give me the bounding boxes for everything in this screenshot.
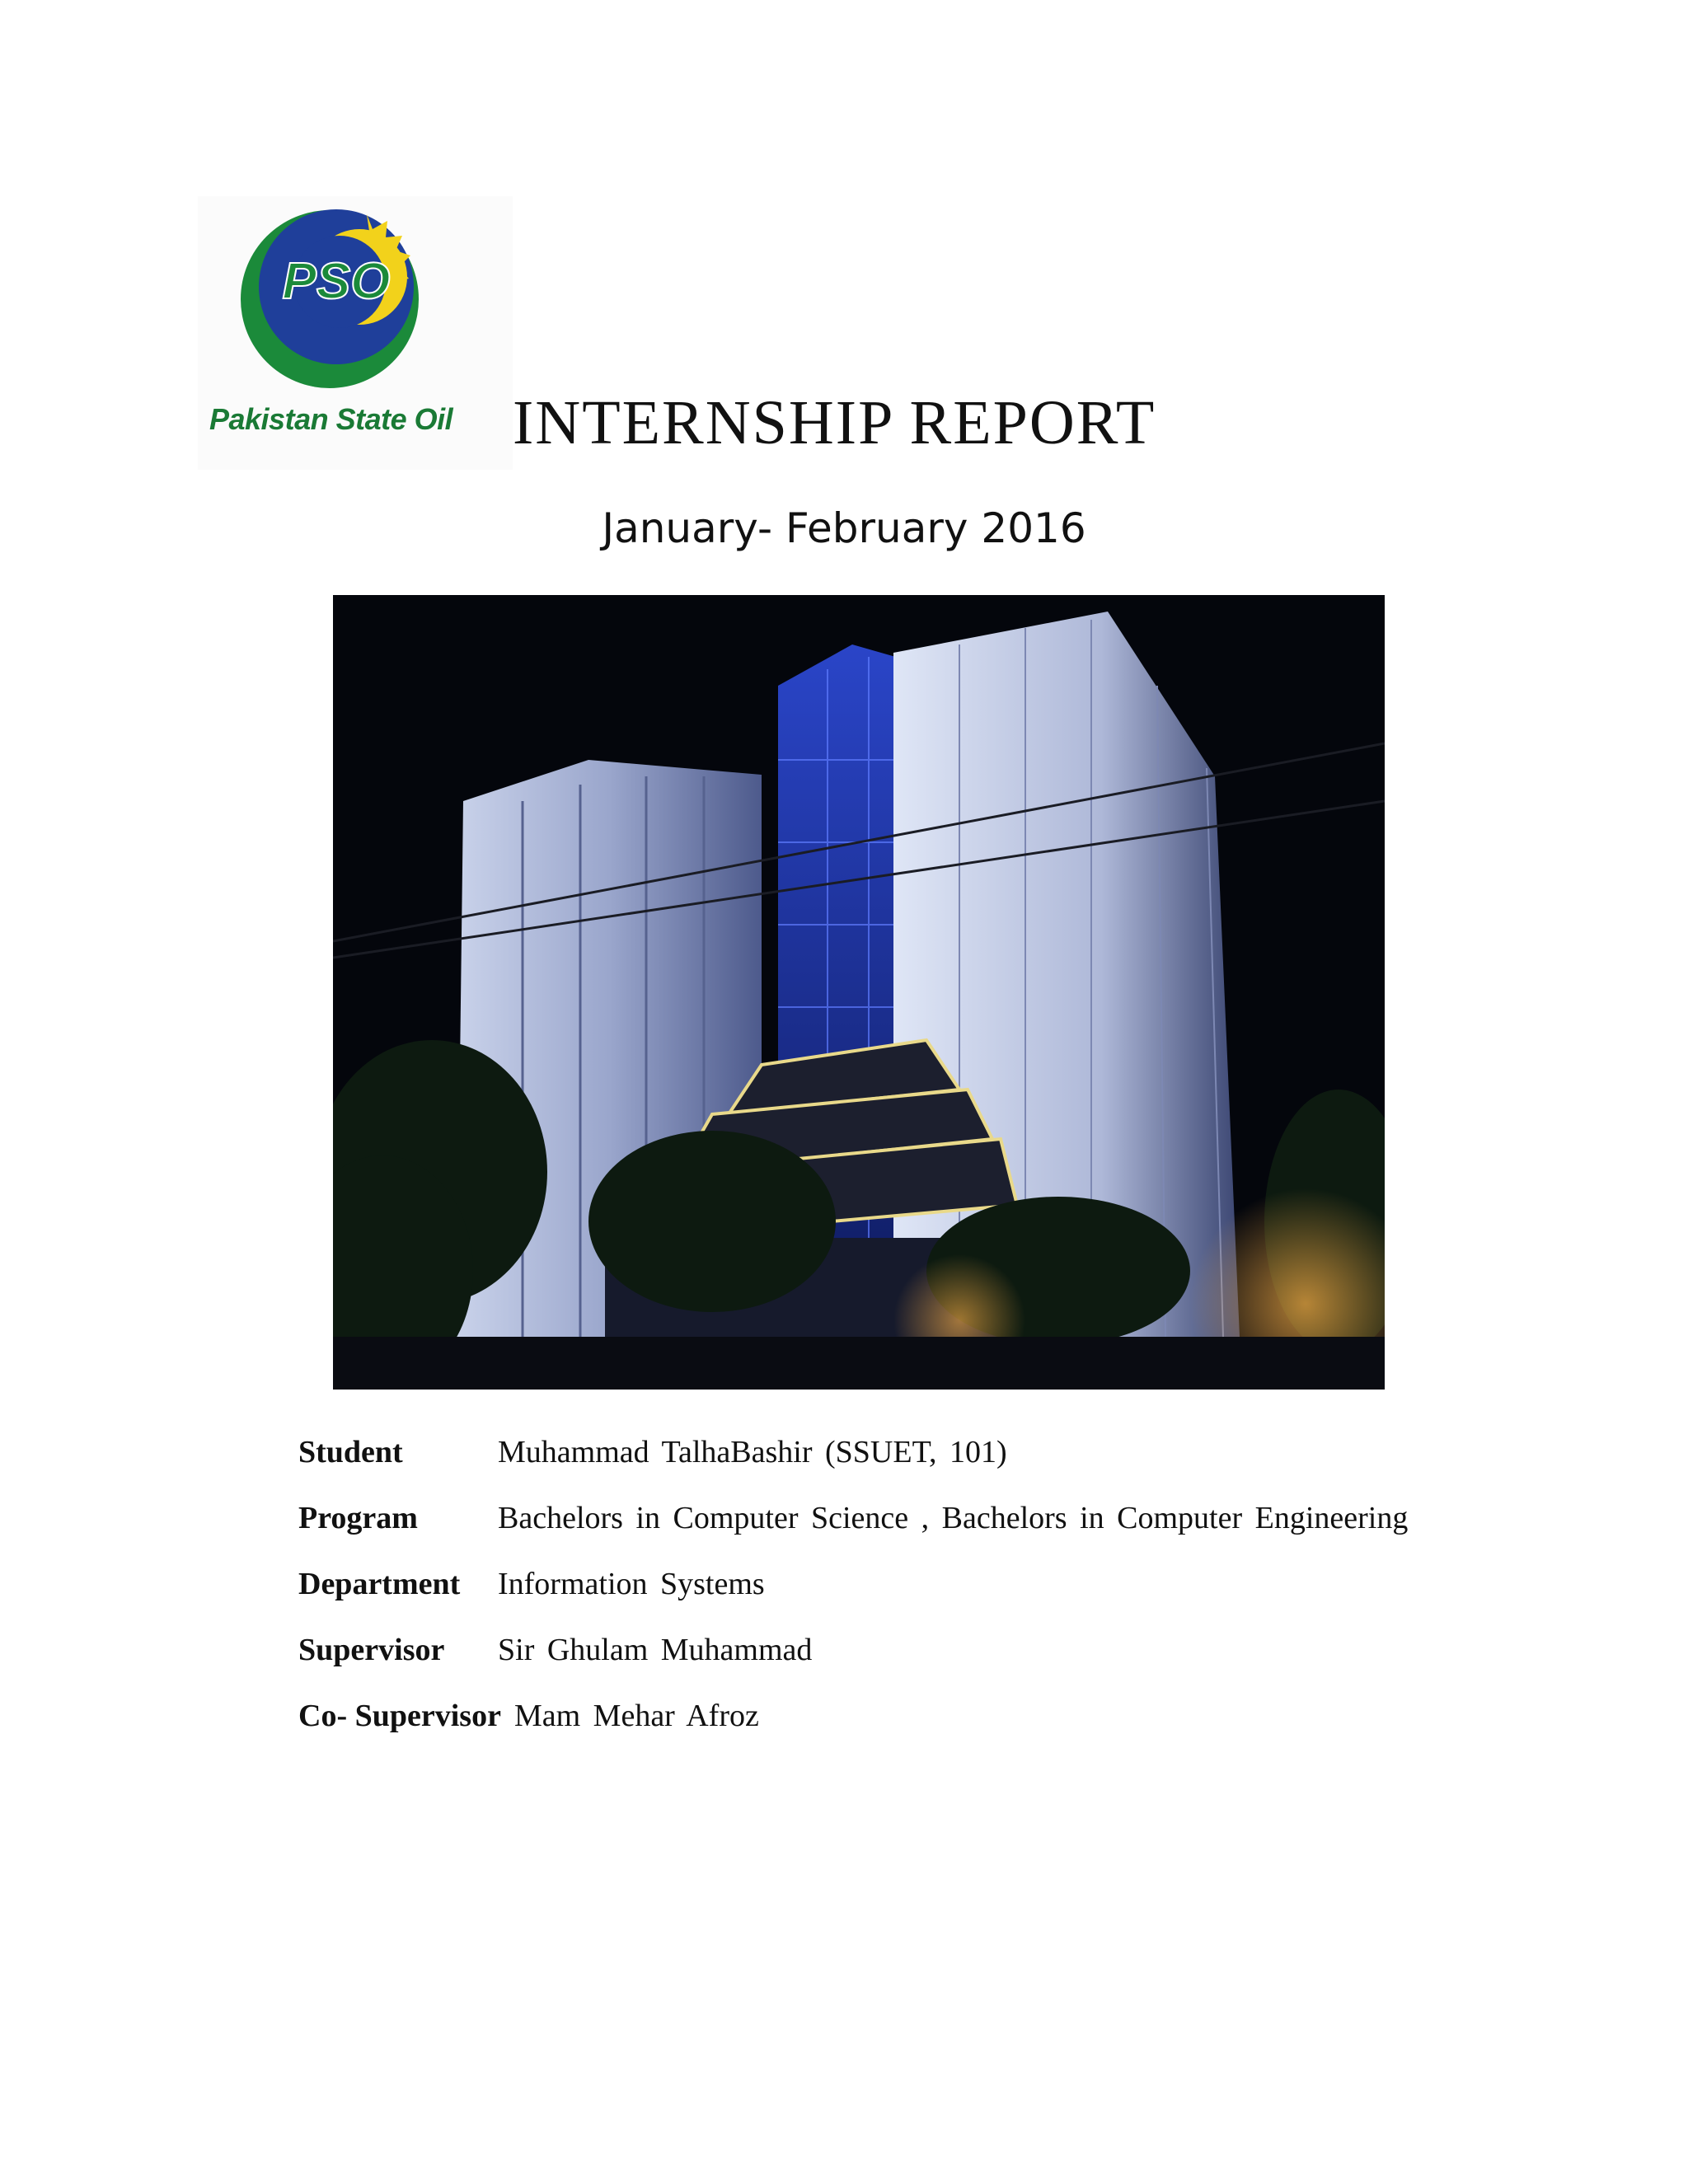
detail-value: Bachelors in Computer Science , Bachelors in Computer Engineering [498, 1501, 1409, 1535]
pso-emblem-text: PSO [282, 253, 391, 310]
building-illustration [333, 595, 1385, 1390]
company-name: Pakistan State Oil [209, 402, 453, 436]
detail-row-supervisor [298, 1617, 1408, 1683]
report-title: INTERNSHIP REPORT [513, 388, 1156, 457]
detail-label: Supervisor [298, 1633, 445, 1667]
detail-label: Department [298, 1567, 461, 1601]
detail-row-department [298, 1551, 1408, 1617]
detail-row-student [298, 1419, 1408, 1485]
report-details [298, 1419, 1408, 1749]
building-photo [333, 595, 1385, 1390]
detail-value: Information Systems [498, 1567, 765, 1601]
detail-row-program [298, 1485, 1408, 1551]
pso-emblem-icon [198, 196, 513, 402]
detail-row-co-supervisor [298, 1683, 1408, 1749]
report-period: January- February 2016 [602, 504, 1086, 552]
detail-value: Mam Mehar Afroz [513, 1699, 759, 1733]
detail-label: Student [298, 1435, 403, 1469]
company-logo [198, 196, 513, 470]
detail-value: Muhammad TalhaBashir (SSUET, 101) [498, 1435, 1007, 1469]
detail-label: Program [298, 1501, 418, 1535]
detail-value: Sir Ghulam Muhammad [498, 1633, 813, 1667]
detail-label: Co- Supervisor [298, 1699, 501, 1733]
